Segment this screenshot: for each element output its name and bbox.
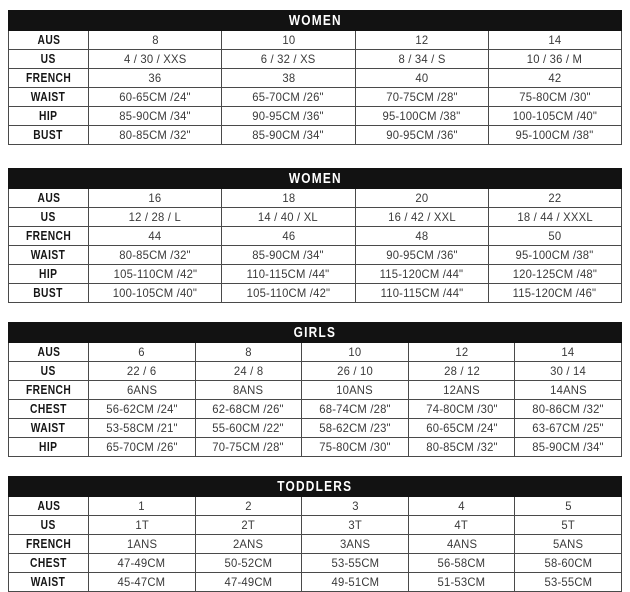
size-row bbox=[9, 535, 622, 554]
row-label: FRENCH bbox=[25, 382, 72, 397]
size-value-cell bbox=[195, 438, 302, 457]
row-label: WAIST bbox=[31, 574, 66, 589]
size-value: 62-68CM /26" bbox=[212, 402, 285, 416]
size-value-cell bbox=[195, 554, 302, 573]
size-value: 85-90CM /34" bbox=[252, 128, 325, 142]
size-value-cell bbox=[408, 362, 515, 381]
size-value: 95-100CM /38" bbox=[515, 128, 594, 142]
row-label-cell bbox=[9, 516, 89, 535]
size-value: 18 bbox=[281, 191, 295, 205]
size-value: 75-80CM /30" bbox=[519, 90, 591, 104]
size-value: 95-100CM /38" bbox=[515, 248, 594, 262]
size-value-cell bbox=[302, 554, 409, 573]
size-value-cell bbox=[89, 107, 222, 126]
size-value-cell bbox=[222, 208, 355, 227]
size-value-cell bbox=[89, 227, 222, 246]
row-label: AUS bbox=[37, 344, 60, 359]
size-value: 70-75CM /28" bbox=[212, 440, 285, 454]
row-label: WAIST bbox=[31, 420, 66, 435]
size-value: 1T bbox=[135, 518, 149, 532]
size-value: 10 bbox=[281, 33, 295, 47]
size-value: 8 bbox=[151, 33, 159, 47]
size-value: 75-80CM /30" bbox=[319, 440, 391, 454]
size-value-cell bbox=[89, 31, 222, 50]
size-table bbox=[8, 476, 622, 592]
size-value-cell bbox=[89, 497, 196, 516]
row-label: US bbox=[40, 51, 57, 66]
size-row bbox=[9, 516, 622, 535]
size-value-cell bbox=[89, 343, 196, 362]
row-label-cell bbox=[9, 227, 89, 246]
size-value-cell bbox=[515, 438, 622, 457]
size-value: 4ANS bbox=[446, 537, 477, 551]
size-value-cell bbox=[488, 69, 621, 88]
size-row bbox=[9, 246, 622, 265]
size-value: 49-51CM bbox=[331, 575, 379, 589]
size-value-cell bbox=[89, 246, 222, 265]
size-value-cell bbox=[195, 419, 302, 438]
size-value-cell bbox=[355, 284, 488, 303]
size-value-cell bbox=[488, 126, 621, 145]
size-value-cell bbox=[89, 284, 222, 303]
row-label: CHEST bbox=[30, 401, 67, 416]
size-value-cell bbox=[222, 265, 355, 284]
size-value: 36 bbox=[148, 71, 162, 85]
size-value-cell bbox=[355, 126, 488, 145]
row-label: US bbox=[40, 363, 57, 378]
size-value: 42 bbox=[548, 71, 562, 85]
size-value-cell bbox=[302, 419, 409, 438]
size-value: 56-58CM bbox=[437, 556, 486, 570]
size-value-cell bbox=[408, 497, 515, 516]
row-label-cell bbox=[9, 107, 89, 126]
size-value: 8ANS bbox=[233, 383, 264, 397]
size-value: 4 / 30 / XXS bbox=[123, 52, 187, 66]
size-value-cell bbox=[195, 400, 302, 419]
size-value: 50 bbox=[548, 229, 562, 243]
size-value-cell bbox=[89, 419, 196, 438]
size-value: 22 / 6 bbox=[127, 364, 157, 378]
row-label-cell bbox=[9, 246, 89, 265]
size-value: 90-95CM /36" bbox=[252, 109, 325, 123]
size-row bbox=[9, 69, 622, 88]
row-label: HIP bbox=[39, 108, 58, 123]
row-label-cell bbox=[9, 265, 89, 284]
row-label: CHEST bbox=[30, 555, 67, 570]
size-value: 4T bbox=[454, 518, 469, 532]
table-title: GIRLS bbox=[293, 324, 337, 341]
row-label: AUS bbox=[37, 190, 60, 205]
size-value-cell bbox=[355, 208, 488, 227]
size-value: 24 / 8 bbox=[233, 364, 264, 378]
size-value: 26 / 10 bbox=[337, 364, 373, 378]
size-value: 80-85CM /32" bbox=[119, 248, 191, 262]
size-value-cell bbox=[302, 573, 409, 592]
size-value: 6 / 32 / XS bbox=[260, 52, 316, 66]
size-value-cell bbox=[408, 381, 515, 400]
table-title: WOMEN bbox=[288, 12, 342, 29]
table-title: WOMEN bbox=[288, 170, 342, 187]
size-value-cell bbox=[515, 400, 622, 419]
size-value-cell bbox=[355, 69, 488, 88]
size-value-cell bbox=[488, 88, 621, 107]
size-value: 20 bbox=[415, 191, 429, 205]
size-value: 12 bbox=[455, 345, 469, 359]
size-value-cell bbox=[488, 208, 621, 227]
size-value-cell bbox=[195, 362, 302, 381]
size-value: 6 bbox=[138, 345, 146, 359]
row-label-cell bbox=[9, 438, 89, 457]
size-value-cell bbox=[222, 126, 355, 145]
size-value-cell bbox=[89, 126, 222, 145]
size-value-cell bbox=[302, 497, 409, 516]
row-label: FRENCH bbox=[25, 536, 72, 551]
row-label: BUST bbox=[33, 285, 64, 300]
row-label: US bbox=[40, 517, 57, 532]
size-table bbox=[8, 322, 622, 457]
size-value-cell bbox=[488, 284, 621, 303]
size-row bbox=[9, 343, 622, 362]
size-value: 2ANS bbox=[233, 537, 264, 551]
size-value-cell bbox=[488, 227, 621, 246]
size-value: 100-105CM /40" bbox=[512, 109, 598, 123]
table-title-cell bbox=[9, 169, 622, 189]
size-value: 120-125CM /48" bbox=[512, 267, 598, 281]
size-value-cell bbox=[89, 88, 222, 107]
size-value: 12 / 28 / L bbox=[128, 210, 182, 224]
row-label: HIP bbox=[39, 266, 58, 281]
size-value: 100-105CM /40" bbox=[112, 286, 198, 300]
size-value: 50-52CM bbox=[224, 556, 273, 570]
size-value-cell bbox=[408, 554, 515, 573]
size-value: 51-53CM bbox=[437, 575, 486, 589]
size-value-cell bbox=[222, 107, 355, 126]
size-row bbox=[9, 362, 622, 381]
row-label: WAIST bbox=[31, 89, 66, 104]
row-label-cell bbox=[9, 69, 89, 88]
size-value: 28 / 12 bbox=[443, 364, 480, 378]
row-label-cell bbox=[9, 419, 89, 438]
size-value: 16 / 42 / XXL bbox=[387, 210, 456, 224]
size-value-cell bbox=[89, 554, 196, 573]
size-value-cell bbox=[515, 381, 622, 400]
table-title-cell bbox=[9, 323, 622, 343]
size-row bbox=[9, 381, 622, 400]
table-title-cell bbox=[9, 477, 622, 497]
size-value-cell bbox=[302, 438, 409, 457]
size-value: 12ANS bbox=[443, 383, 480, 397]
size-value: 95-100CM /38" bbox=[382, 109, 461, 123]
size-value: 14 bbox=[548, 33, 562, 47]
size-row bbox=[9, 50, 622, 69]
size-value-cell bbox=[89, 50, 222, 69]
size-value: 5T bbox=[561, 518, 575, 532]
size-row bbox=[9, 438, 622, 457]
size-value-cell bbox=[515, 554, 622, 573]
row-label: AUS bbox=[37, 498, 60, 513]
size-row bbox=[9, 573, 622, 592]
size-value: 65-70CM /26" bbox=[106, 440, 178, 454]
size-value-cell bbox=[515, 573, 622, 592]
size-value-cell bbox=[355, 107, 488, 126]
size-row bbox=[9, 227, 622, 246]
size-value: 110-115CM /44" bbox=[380, 286, 463, 300]
size-value: 80-86CM /32" bbox=[532, 402, 604, 416]
size-value: 58-62CM /23" bbox=[319, 421, 391, 435]
size-value: 14 bbox=[561, 345, 575, 359]
size-value: 14 / 40 / XL bbox=[258, 210, 319, 224]
size-value-cell bbox=[302, 535, 409, 554]
size-row bbox=[9, 31, 622, 50]
size-value: 22 bbox=[548, 191, 562, 205]
size-value-cell bbox=[195, 516, 302, 535]
size-value-cell bbox=[195, 381, 302, 400]
size-value: 53-55CM bbox=[544, 575, 593, 589]
size-value: 56-62CM /24" bbox=[106, 402, 178, 416]
row-label-cell bbox=[9, 535, 89, 554]
size-value-cell bbox=[89, 189, 222, 208]
table-title-cell bbox=[9, 11, 622, 31]
size-value: 3T bbox=[348, 518, 362, 532]
size-value-cell bbox=[89, 400, 196, 419]
size-value-cell bbox=[222, 31, 355, 50]
size-value-cell bbox=[195, 535, 302, 554]
table-title-bar bbox=[9, 169, 622, 189]
size-value-cell bbox=[488, 31, 621, 50]
size-value-cell bbox=[355, 50, 488, 69]
size-value: 80-85CM /32" bbox=[425, 440, 498, 454]
size-value: 5ANS bbox=[553, 537, 584, 551]
size-value: 2 bbox=[245, 499, 252, 513]
size-value: 90-95CM /36" bbox=[385, 248, 458, 262]
size-value-cell bbox=[302, 343, 409, 362]
size-value: 45-47CM bbox=[117, 575, 166, 589]
size-value: 46 bbox=[281, 229, 295, 243]
size-value-cell bbox=[302, 516, 409, 535]
size-row bbox=[9, 208, 622, 227]
size-value-cell bbox=[515, 497, 622, 516]
size-value: 115-120CM /46" bbox=[513, 286, 597, 300]
size-value: 110-115CM /44" bbox=[247, 267, 330, 281]
row-label: FRENCH bbox=[25, 70, 72, 85]
row-label: AUS bbox=[37, 32, 60, 47]
size-value: 3 bbox=[351, 499, 359, 513]
size-value-cell bbox=[408, 400, 515, 419]
size-value: 65-70CM /26" bbox=[252, 90, 325, 104]
size-value-cell bbox=[355, 227, 488, 246]
size-value-cell bbox=[89, 381, 196, 400]
size-value-cell bbox=[488, 265, 621, 284]
size-row bbox=[9, 107, 622, 126]
size-table bbox=[8, 10, 622, 145]
size-value: 74-80CM /30" bbox=[425, 402, 498, 416]
size-value: 14ANS bbox=[549, 383, 587, 397]
size-value-cell bbox=[515, 535, 622, 554]
size-row bbox=[9, 400, 622, 419]
size-value: 1ANS bbox=[126, 537, 157, 551]
size-row bbox=[9, 126, 622, 145]
row-label-cell bbox=[9, 362, 89, 381]
size-value: 18 / 44 / XXXL bbox=[517, 210, 593, 224]
size-value: 48 bbox=[415, 229, 429, 243]
size-row bbox=[9, 497, 622, 516]
size-value-cell bbox=[89, 265, 222, 284]
size-value-cell bbox=[222, 246, 355, 265]
size-value-cell bbox=[408, 419, 515, 438]
size-value: 115-120CM /44" bbox=[379, 267, 464, 281]
size-value-cell bbox=[515, 516, 622, 535]
size-value-cell bbox=[89, 573, 196, 592]
row-label: BUST bbox=[33, 127, 64, 142]
size-value: 55-60CM /22" bbox=[212, 421, 285, 435]
size-value-cell bbox=[222, 284, 355, 303]
size-value: 40 bbox=[415, 71, 429, 85]
size-value: 53-58CM /21" bbox=[106, 421, 178, 435]
size-value-cell bbox=[355, 246, 488, 265]
size-value-cell bbox=[488, 50, 621, 69]
size-row bbox=[9, 189, 622, 208]
size-row bbox=[9, 554, 622, 573]
size-value-cell bbox=[89, 438, 196, 457]
row-label-cell bbox=[9, 50, 89, 69]
row-label-cell bbox=[9, 400, 89, 419]
size-value: 16 bbox=[148, 191, 162, 205]
size-value-cell bbox=[408, 438, 515, 457]
table-title: TODDLERS bbox=[277, 478, 353, 495]
row-label: HIP bbox=[39, 439, 58, 454]
size-value: 1 bbox=[138, 499, 146, 513]
table-title-bar bbox=[9, 11, 622, 31]
row-label-cell bbox=[9, 284, 89, 303]
size-value: 44 bbox=[148, 229, 162, 243]
size-value: 6ANS bbox=[126, 383, 157, 397]
size-value-cell bbox=[355, 31, 488, 50]
size-value-cell bbox=[515, 362, 622, 381]
size-value: 90-95CM /36" bbox=[385, 128, 458, 142]
table-title-bar bbox=[9, 323, 622, 343]
size-value: 63-67CM /25" bbox=[532, 421, 604, 435]
size-value-cell bbox=[195, 497, 302, 516]
row-label-cell bbox=[9, 126, 89, 145]
size-value: 8 bbox=[245, 345, 252, 359]
size-value: 3ANS bbox=[339, 537, 371, 551]
size-value-cell bbox=[89, 362, 196, 381]
size-value-cell bbox=[89, 516, 196, 535]
size-value-cell bbox=[302, 400, 409, 419]
size-value-cell bbox=[488, 107, 621, 126]
size-row bbox=[9, 88, 622, 107]
size-value: 2T bbox=[241, 518, 256, 532]
size-row bbox=[9, 265, 622, 284]
size-value-cell bbox=[89, 535, 196, 554]
size-value: 60-65CM /24" bbox=[119, 90, 191, 104]
size-value-cell bbox=[302, 381, 409, 400]
row-label-cell bbox=[9, 381, 89, 400]
size-value-cell bbox=[222, 227, 355, 246]
size-value-cell bbox=[515, 419, 622, 438]
size-value: 85-90CM /34" bbox=[252, 248, 325, 262]
size-value: 70-75CM /28" bbox=[385, 90, 458, 104]
size-value: 60-65CM /24" bbox=[425, 421, 498, 435]
size-row bbox=[9, 419, 622, 438]
row-label-cell bbox=[9, 497, 89, 516]
size-value-cell bbox=[195, 573, 302, 592]
row-label: FRENCH bbox=[25, 228, 72, 243]
size-value: 30 / 14 bbox=[550, 364, 587, 378]
size-value-cell bbox=[355, 189, 488, 208]
size-value: 8 / 34 / S bbox=[398, 52, 446, 66]
size-value-cell bbox=[195, 343, 302, 362]
table-title-bar bbox=[9, 477, 622, 497]
row-label: US bbox=[40, 209, 57, 224]
size-value: 10 / 36 / M bbox=[527, 52, 583, 66]
size-value: 10 bbox=[348, 345, 362, 359]
size-value: 5 bbox=[564, 499, 572, 513]
size-value: 68-74CM /28" bbox=[319, 402, 391, 416]
row-label-cell bbox=[9, 554, 89, 573]
size-value: 47-49CM bbox=[117, 556, 166, 570]
row-label-cell bbox=[9, 343, 89, 362]
size-value-cell bbox=[89, 208, 222, 227]
row-label-cell bbox=[9, 189, 89, 208]
size-value: 4 bbox=[458, 499, 465, 513]
size-row bbox=[9, 284, 622, 303]
row-label-cell bbox=[9, 573, 89, 592]
row-label-cell bbox=[9, 208, 89, 227]
row-label-cell bbox=[9, 88, 89, 107]
size-value: 53-55CM bbox=[331, 556, 379, 570]
size-value-cell bbox=[408, 535, 515, 554]
size-value-cell bbox=[302, 362, 409, 381]
size-value-cell bbox=[515, 343, 622, 362]
size-value: 105-110CM /42" bbox=[246, 286, 331, 300]
size-value-cell bbox=[488, 189, 621, 208]
size-value-cell bbox=[222, 69, 355, 88]
size-value: 58-60CM bbox=[544, 556, 593, 570]
size-value-cell bbox=[408, 516, 515, 535]
size-value-cell bbox=[222, 88, 355, 107]
size-value-cell bbox=[488, 246, 621, 265]
size-value: 85-90CM /34" bbox=[119, 109, 191, 123]
size-value: 105-110CM /42" bbox=[113, 267, 197, 281]
size-value: 47-49CM bbox=[224, 575, 273, 589]
size-table bbox=[8, 168, 622, 303]
size-value-cell bbox=[89, 69, 222, 88]
size-value: 80-85CM /32" bbox=[119, 128, 191, 142]
size-value-cell bbox=[355, 88, 488, 107]
size-value-cell bbox=[355, 265, 488, 284]
size-value: 38 bbox=[281, 71, 295, 85]
size-value-cell bbox=[222, 50, 355, 69]
size-value-cell bbox=[222, 189, 355, 208]
row-label-cell bbox=[9, 31, 89, 50]
size-value-cell bbox=[408, 343, 515, 362]
size-value: 10ANS bbox=[336, 383, 374, 397]
size-value-cell bbox=[408, 573, 515, 592]
size-value: 85-90CM /34" bbox=[532, 440, 604, 454]
row-label: WAIST bbox=[31, 247, 66, 262]
size-value: 12 bbox=[415, 33, 429, 47]
